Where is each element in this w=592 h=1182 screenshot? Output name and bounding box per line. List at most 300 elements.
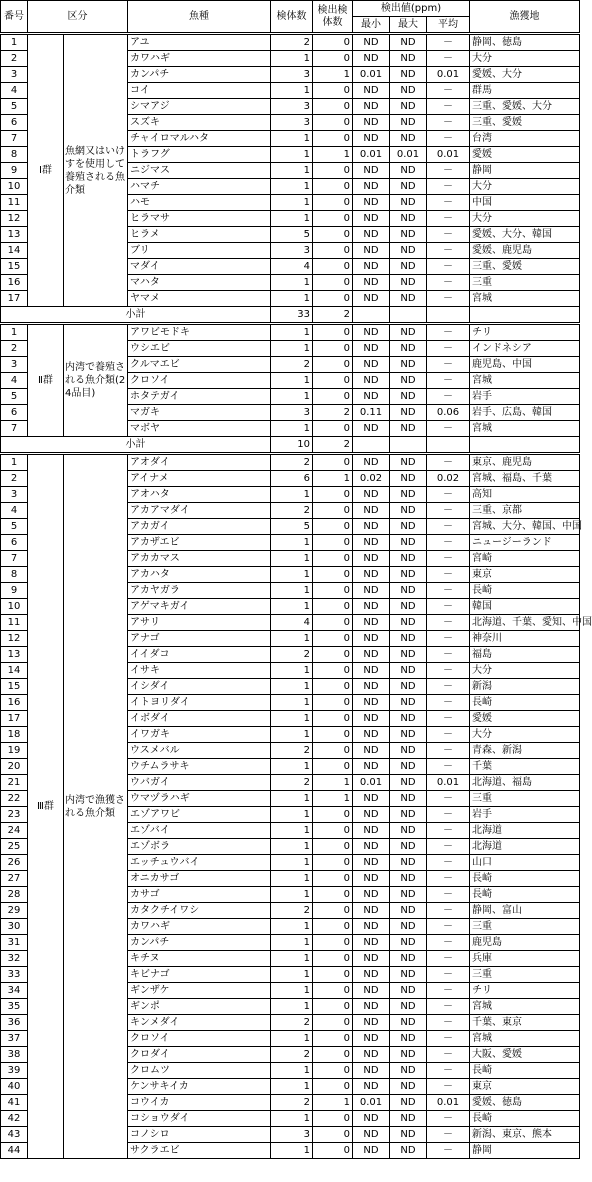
row-number: 44: [1, 1143, 28, 1159]
detected-count: 0: [313, 83, 353, 99]
row-number: 9: [1, 583, 28, 599]
avg-value: －: [427, 195, 470, 211]
min-value: ND: [353, 259, 390, 275]
min-value: ND: [353, 999, 390, 1015]
origin-text: 新潟、東京、熊本: [470, 1127, 580, 1143]
row-number: 15: [1, 679, 28, 695]
detected-count: 0: [313, 1111, 353, 1127]
avg-value: －: [427, 454, 470, 471]
avg-value: －: [427, 357, 470, 373]
detected-count: 0: [313, 551, 353, 567]
sample-count: 1: [271, 487, 313, 503]
detected-count: 0: [313, 291, 353, 307]
row-number: 41: [1, 1095, 28, 1111]
row-number: 1: [1, 324, 28, 341]
row-number: 6: [1, 405, 28, 421]
detected-count: 0: [313, 389, 353, 405]
detected-count: 0: [313, 823, 353, 839]
sample-count: 1: [271, 791, 313, 807]
species-name: ウバガイ: [128, 775, 271, 791]
avg-value: －: [427, 115, 470, 131]
min-value: ND: [353, 51, 390, 67]
avg-value: －: [427, 373, 470, 389]
max-value: ND: [390, 823, 427, 839]
origin-text: 大分: [470, 179, 580, 195]
species-name: コウイカ: [128, 1095, 271, 1111]
origin-text: 鹿児島、中国: [470, 357, 580, 373]
subtotal-empty: [427, 307, 470, 324]
species-name: ケンサキイカ: [128, 1079, 271, 1095]
min-value: ND: [353, 727, 390, 743]
origin-text: 兵庫: [470, 951, 580, 967]
species-name: カサゴ: [128, 887, 271, 903]
avg-value: －: [427, 647, 470, 663]
avg-value: －: [427, 1031, 470, 1047]
species-name: クロソイ: [128, 373, 271, 389]
sample-count: 2: [271, 34, 313, 51]
origin-text: 宮城、福島、千葉: [470, 471, 580, 487]
max-value: ND: [390, 903, 427, 919]
detected-count: 0: [313, 615, 353, 631]
sample-count: 2: [271, 357, 313, 373]
min-value: ND: [353, 631, 390, 647]
max-value: ND: [390, 775, 427, 791]
sample-count: 1: [271, 1031, 313, 1047]
detected-count: 0: [313, 324, 353, 341]
max-value: ND: [390, 83, 427, 99]
avg-value: －: [427, 743, 470, 759]
origin-text: チリ: [470, 983, 580, 999]
max-value: ND: [390, 647, 427, 663]
sample-count: 2: [271, 647, 313, 663]
detected-count: 0: [313, 567, 353, 583]
origin-text: 大分: [470, 51, 580, 67]
sample-count: 1: [271, 631, 313, 647]
min-value: 0.01: [353, 775, 390, 791]
sample-count: 1: [271, 341, 313, 357]
origin-text: 愛媛: [470, 147, 580, 163]
min-value: ND: [353, 1015, 390, 1031]
sample-count: 4: [271, 259, 313, 275]
sample-count: 1: [271, 983, 313, 999]
row-number: 10: [1, 599, 28, 615]
species-name: ハモ: [128, 195, 271, 211]
sample-count: 2: [271, 903, 313, 919]
max-value: ND: [390, 1095, 427, 1111]
group-label: Ⅰ群: [28, 34, 64, 307]
subtotal-empty: [353, 437, 390, 454]
origin-text: 宮崎: [470, 551, 580, 567]
min-value: ND: [353, 99, 390, 115]
min-value: ND: [353, 839, 390, 855]
row-number: 19: [1, 743, 28, 759]
row-number: 10: [1, 179, 28, 195]
species-name: アカカマス: [128, 551, 271, 567]
min-value: ND: [353, 179, 390, 195]
species-name: イイダコ: [128, 647, 271, 663]
detected-count: 0: [313, 743, 353, 759]
min-value: ND: [353, 1031, 390, 1047]
avg-value: 0.01: [427, 67, 470, 83]
avg-value: －: [427, 967, 470, 983]
row-number: 12: [1, 631, 28, 647]
max-value: ND: [390, 1127, 427, 1143]
avg-value: －: [427, 823, 470, 839]
sample-count: 1: [271, 275, 313, 291]
max-value: ND: [390, 275, 427, 291]
min-value: ND: [353, 421, 390, 437]
max-value: ND: [390, 631, 427, 647]
avg-value: －: [427, 34, 470, 51]
sample-count: 1: [271, 839, 313, 855]
sample-count: 1: [271, 599, 313, 615]
detected-count: 0: [313, 695, 353, 711]
origin-text: 静岡: [470, 1143, 580, 1159]
species-name: ヒラマサ: [128, 211, 271, 227]
min-value: ND: [353, 935, 390, 951]
max-value: ND: [390, 421, 427, 437]
detected-count: 0: [313, 679, 353, 695]
min-value: ND: [353, 599, 390, 615]
header-detected: 検出検体数: [313, 1, 353, 34]
detected-count: 0: [313, 163, 353, 179]
avg-value: －: [427, 341, 470, 357]
avg-value: －: [427, 759, 470, 775]
species-name: ウマヅラハギ: [128, 791, 271, 807]
sample-count: 1: [271, 679, 313, 695]
max-value: ND: [390, 967, 427, 983]
avg-value: －: [427, 503, 470, 519]
avg-value: －: [427, 583, 470, 599]
species-name: カワハギ: [128, 919, 271, 935]
group-category: 内湾で漁獲される魚介類: [64, 454, 128, 1159]
sample-count: 1: [271, 967, 313, 983]
origin-text: 北海道、千葉、愛知、中国: [470, 615, 580, 631]
row-number: 20: [1, 759, 28, 775]
avg-value: －: [427, 163, 470, 179]
avg-value: －: [427, 421, 470, 437]
max-value: ND: [390, 679, 427, 695]
species-name: ウチムラサキ: [128, 759, 271, 775]
row-number: 5: [1, 519, 28, 535]
sample-count: 1: [271, 551, 313, 567]
header-species: 魚種: [128, 1, 271, 34]
origin-text: 三重: [470, 791, 580, 807]
row-number: 11: [1, 615, 28, 631]
origin-text: 宮城: [470, 421, 580, 437]
species-name: カンパチ: [128, 935, 271, 951]
species-name: アナゴ: [128, 631, 271, 647]
row-number: 22: [1, 791, 28, 807]
origin-text: 福島: [470, 647, 580, 663]
detected-count: 2: [313, 405, 353, 421]
species-name: マハタ: [128, 275, 271, 291]
origin-text: 高知: [470, 487, 580, 503]
species-name: アカザエビ: [128, 535, 271, 551]
max-value: ND: [390, 1143, 427, 1159]
origin-text: 北海道: [470, 823, 580, 839]
origin-text: 愛媛: [470, 711, 580, 727]
sample-count: 1: [271, 1063, 313, 1079]
table-body: [1, 34, 592, 1159]
max-value: ND: [390, 99, 427, 115]
subtotal-row: [1, 437, 580, 454]
header-category: 区分: [28, 1, 128, 34]
species-name: ギンポ: [128, 999, 271, 1015]
min-value: ND: [353, 195, 390, 211]
species-name: ハマチ: [128, 179, 271, 195]
max-value: ND: [390, 471, 427, 487]
max-value: ND: [390, 615, 427, 631]
sample-count: 1: [271, 935, 313, 951]
origin-text: 三重、愛媛: [470, 115, 580, 131]
sample-count: 1: [271, 83, 313, 99]
origin-text: 長崎: [470, 1111, 580, 1127]
sample-count: 1: [271, 999, 313, 1015]
sample-count: 2: [271, 1015, 313, 1031]
max-value: ND: [390, 405, 427, 421]
sample-count: 3: [271, 405, 313, 421]
group-label: Ⅱ群: [28, 324, 64, 437]
min-value: ND: [353, 695, 390, 711]
avg-value: －: [427, 211, 470, 227]
row-number: 14: [1, 243, 28, 259]
max-value: ND: [390, 324, 427, 341]
origin-text: 岩手、広島、韓国: [470, 405, 580, 421]
detected-count: 0: [313, 1047, 353, 1063]
row-number: 8: [1, 147, 28, 163]
species-name: トラフグ: [128, 147, 271, 163]
max-value: ND: [390, 855, 427, 871]
species-name: イシダイ: [128, 679, 271, 695]
detected-count: 0: [313, 519, 353, 535]
origin-text: 宮城: [470, 291, 580, 307]
detected-count: 0: [313, 51, 353, 67]
detected-count: 0: [313, 887, 353, 903]
row-number: 30: [1, 919, 28, 935]
origin-text: 三重: [470, 919, 580, 935]
avg-value: 0.01: [427, 775, 470, 791]
row-number: 21: [1, 775, 28, 791]
max-value: ND: [390, 1111, 427, 1127]
species-name: カワハギ: [128, 51, 271, 67]
species-name: アカハタ: [128, 567, 271, 583]
avg-value: －: [427, 871, 470, 887]
sample-count: 1: [271, 727, 313, 743]
species-name: マガキ: [128, 405, 271, 421]
detected-count: 0: [313, 1127, 353, 1143]
sample-count: 1: [271, 887, 313, 903]
row-number: 23: [1, 807, 28, 823]
detected-count: 1: [313, 791, 353, 807]
sample-count: 1: [271, 291, 313, 307]
species-name: イサキ: [128, 663, 271, 679]
min-value: ND: [353, 487, 390, 503]
max-value: ND: [390, 791, 427, 807]
sample-count: 1: [271, 1143, 313, 1159]
sample-count: 1: [271, 535, 313, 551]
min-value: ND: [353, 519, 390, 535]
max-value: ND: [390, 551, 427, 567]
detected-count: 0: [313, 999, 353, 1015]
max-value: ND: [390, 163, 427, 179]
species-name: アオハタ: [128, 487, 271, 503]
species-name: イトヨリダイ: [128, 695, 271, 711]
origin-text: 愛媛、大分: [470, 67, 580, 83]
detected-count: 0: [313, 583, 353, 599]
detected-count: 0: [313, 983, 353, 999]
sample-count: 3: [271, 115, 313, 131]
detected-count: 1: [313, 1095, 353, 1111]
max-value: ND: [390, 919, 427, 935]
min-value: ND: [353, 679, 390, 695]
subtotal-row: [1, 307, 580, 324]
detected-count: 0: [313, 951, 353, 967]
min-value: ND: [353, 663, 390, 679]
max-value: ND: [390, 983, 427, 999]
row-number: 17: [1, 291, 28, 307]
row-number: 37: [1, 1031, 28, 1047]
origin-text: 静岡、徳島: [470, 34, 580, 51]
species-name: クロダイ: [128, 1047, 271, 1063]
detected-count: 0: [313, 243, 353, 259]
row-number: 40: [1, 1079, 28, 1095]
detected-count: 0: [313, 357, 353, 373]
avg-value: －: [427, 599, 470, 615]
avg-value: －: [427, 807, 470, 823]
origin-text: 静岡、富山: [470, 903, 580, 919]
row-number: 29: [1, 903, 28, 919]
species-name: キンメダイ: [128, 1015, 271, 1031]
max-value: ND: [390, 951, 427, 967]
avg-value: －: [427, 855, 470, 871]
subtotal-detected: 2: [313, 437, 353, 454]
origin-text: 岩手: [470, 807, 580, 823]
species-name: クロソイ: [128, 1031, 271, 1047]
table-row: [1, 324, 580, 341]
header-value: 検出値(ppm): [353, 1, 470, 17]
row-number: 38: [1, 1047, 28, 1063]
row-number: 35: [1, 999, 28, 1015]
species-name: マダイ: [128, 259, 271, 275]
header-no: 番号: [1, 1, 28, 34]
avg-value: －: [427, 1111, 470, 1127]
subtotal-empty: [427, 437, 470, 454]
detected-count: 1: [313, 147, 353, 163]
species-name: イボダイ: [128, 711, 271, 727]
avg-value: －: [427, 983, 470, 999]
sample-count: 1: [271, 324, 313, 341]
origin-text: ニュージーランド: [470, 535, 580, 551]
min-value: ND: [353, 967, 390, 983]
species-name: ウシエビ: [128, 341, 271, 357]
avg-value: －: [427, 999, 470, 1015]
min-value: ND: [353, 243, 390, 259]
row-number: 36: [1, 1015, 28, 1031]
species-name: ホタテガイ: [128, 389, 271, 405]
max-value: ND: [390, 535, 427, 551]
subtotal-empty: [470, 307, 580, 324]
origin-text: 宮城: [470, 373, 580, 389]
species-name: クルマエビ: [128, 357, 271, 373]
row-number: 12: [1, 211, 28, 227]
max-value: ND: [390, 599, 427, 615]
detected-count: 0: [313, 503, 353, 519]
row-number: 13: [1, 647, 28, 663]
avg-value: －: [427, 727, 470, 743]
origin-text: 神奈川: [470, 631, 580, 647]
row-number: 13: [1, 227, 28, 243]
row-number: 7: [1, 421, 28, 437]
max-value: ND: [390, 373, 427, 389]
max-value: ND: [390, 34, 427, 51]
origin-text: 北海道、福島: [470, 775, 580, 791]
row-number: 4: [1, 503, 28, 519]
species-name: ウスメバル: [128, 743, 271, 759]
sample-count: 4: [271, 615, 313, 631]
min-value: ND: [353, 647, 390, 663]
avg-value: －: [427, 51, 470, 67]
detected-count: 0: [313, 631, 353, 647]
max-value: ND: [390, 567, 427, 583]
min-value: ND: [353, 759, 390, 775]
max-value: ND: [390, 179, 427, 195]
sample-count: 1: [271, 179, 313, 195]
detected-count: 0: [313, 903, 353, 919]
max-value: ND: [390, 583, 427, 599]
min-value: ND: [353, 1063, 390, 1079]
min-value: ND: [353, 791, 390, 807]
origin-text: 千葉、東京: [470, 1015, 580, 1031]
origin-text: 三重、愛媛、大分: [470, 99, 580, 115]
avg-value: －: [427, 324, 470, 341]
min-value: ND: [353, 823, 390, 839]
min-value: ND: [353, 551, 390, 567]
table-row: [1, 454, 580, 471]
subtotal-label: 小計: [1, 307, 271, 324]
species-name: クロムツ: [128, 1063, 271, 1079]
sample-count: 1: [271, 807, 313, 823]
origin-text: 千葉: [470, 759, 580, 775]
row-number: 28: [1, 887, 28, 903]
sample-count: 1: [271, 855, 313, 871]
detected-count: 1: [313, 775, 353, 791]
max-value: ND: [390, 663, 427, 679]
min-value: ND: [353, 871, 390, 887]
sample-count: 3: [271, 99, 313, 115]
detected-count: 0: [313, 421, 353, 437]
max-value: ND: [390, 259, 427, 275]
min-value: ND: [353, 743, 390, 759]
detected-count: 0: [313, 711, 353, 727]
avg-value: －: [427, 227, 470, 243]
row-number: 43: [1, 1127, 28, 1143]
avg-value: －: [427, 259, 470, 275]
sample-count: 1: [271, 421, 313, 437]
row-number: 6: [1, 535, 28, 551]
sample-count: 3: [271, 243, 313, 259]
min-value: ND: [353, 373, 390, 389]
avg-value: －: [427, 1047, 470, 1063]
avg-value: －: [427, 839, 470, 855]
detected-count: 0: [313, 871, 353, 887]
detected-count: 0: [313, 807, 353, 823]
sample-count: 3: [271, 67, 313, 83]
min-value: ND: [353, 163, 390, 179]
detected-count: 0: [313, 34, 353, 51]
max-value: ND: [390, 487, 427, 503]
row-number: 11: [1, 195, 28, 211]
